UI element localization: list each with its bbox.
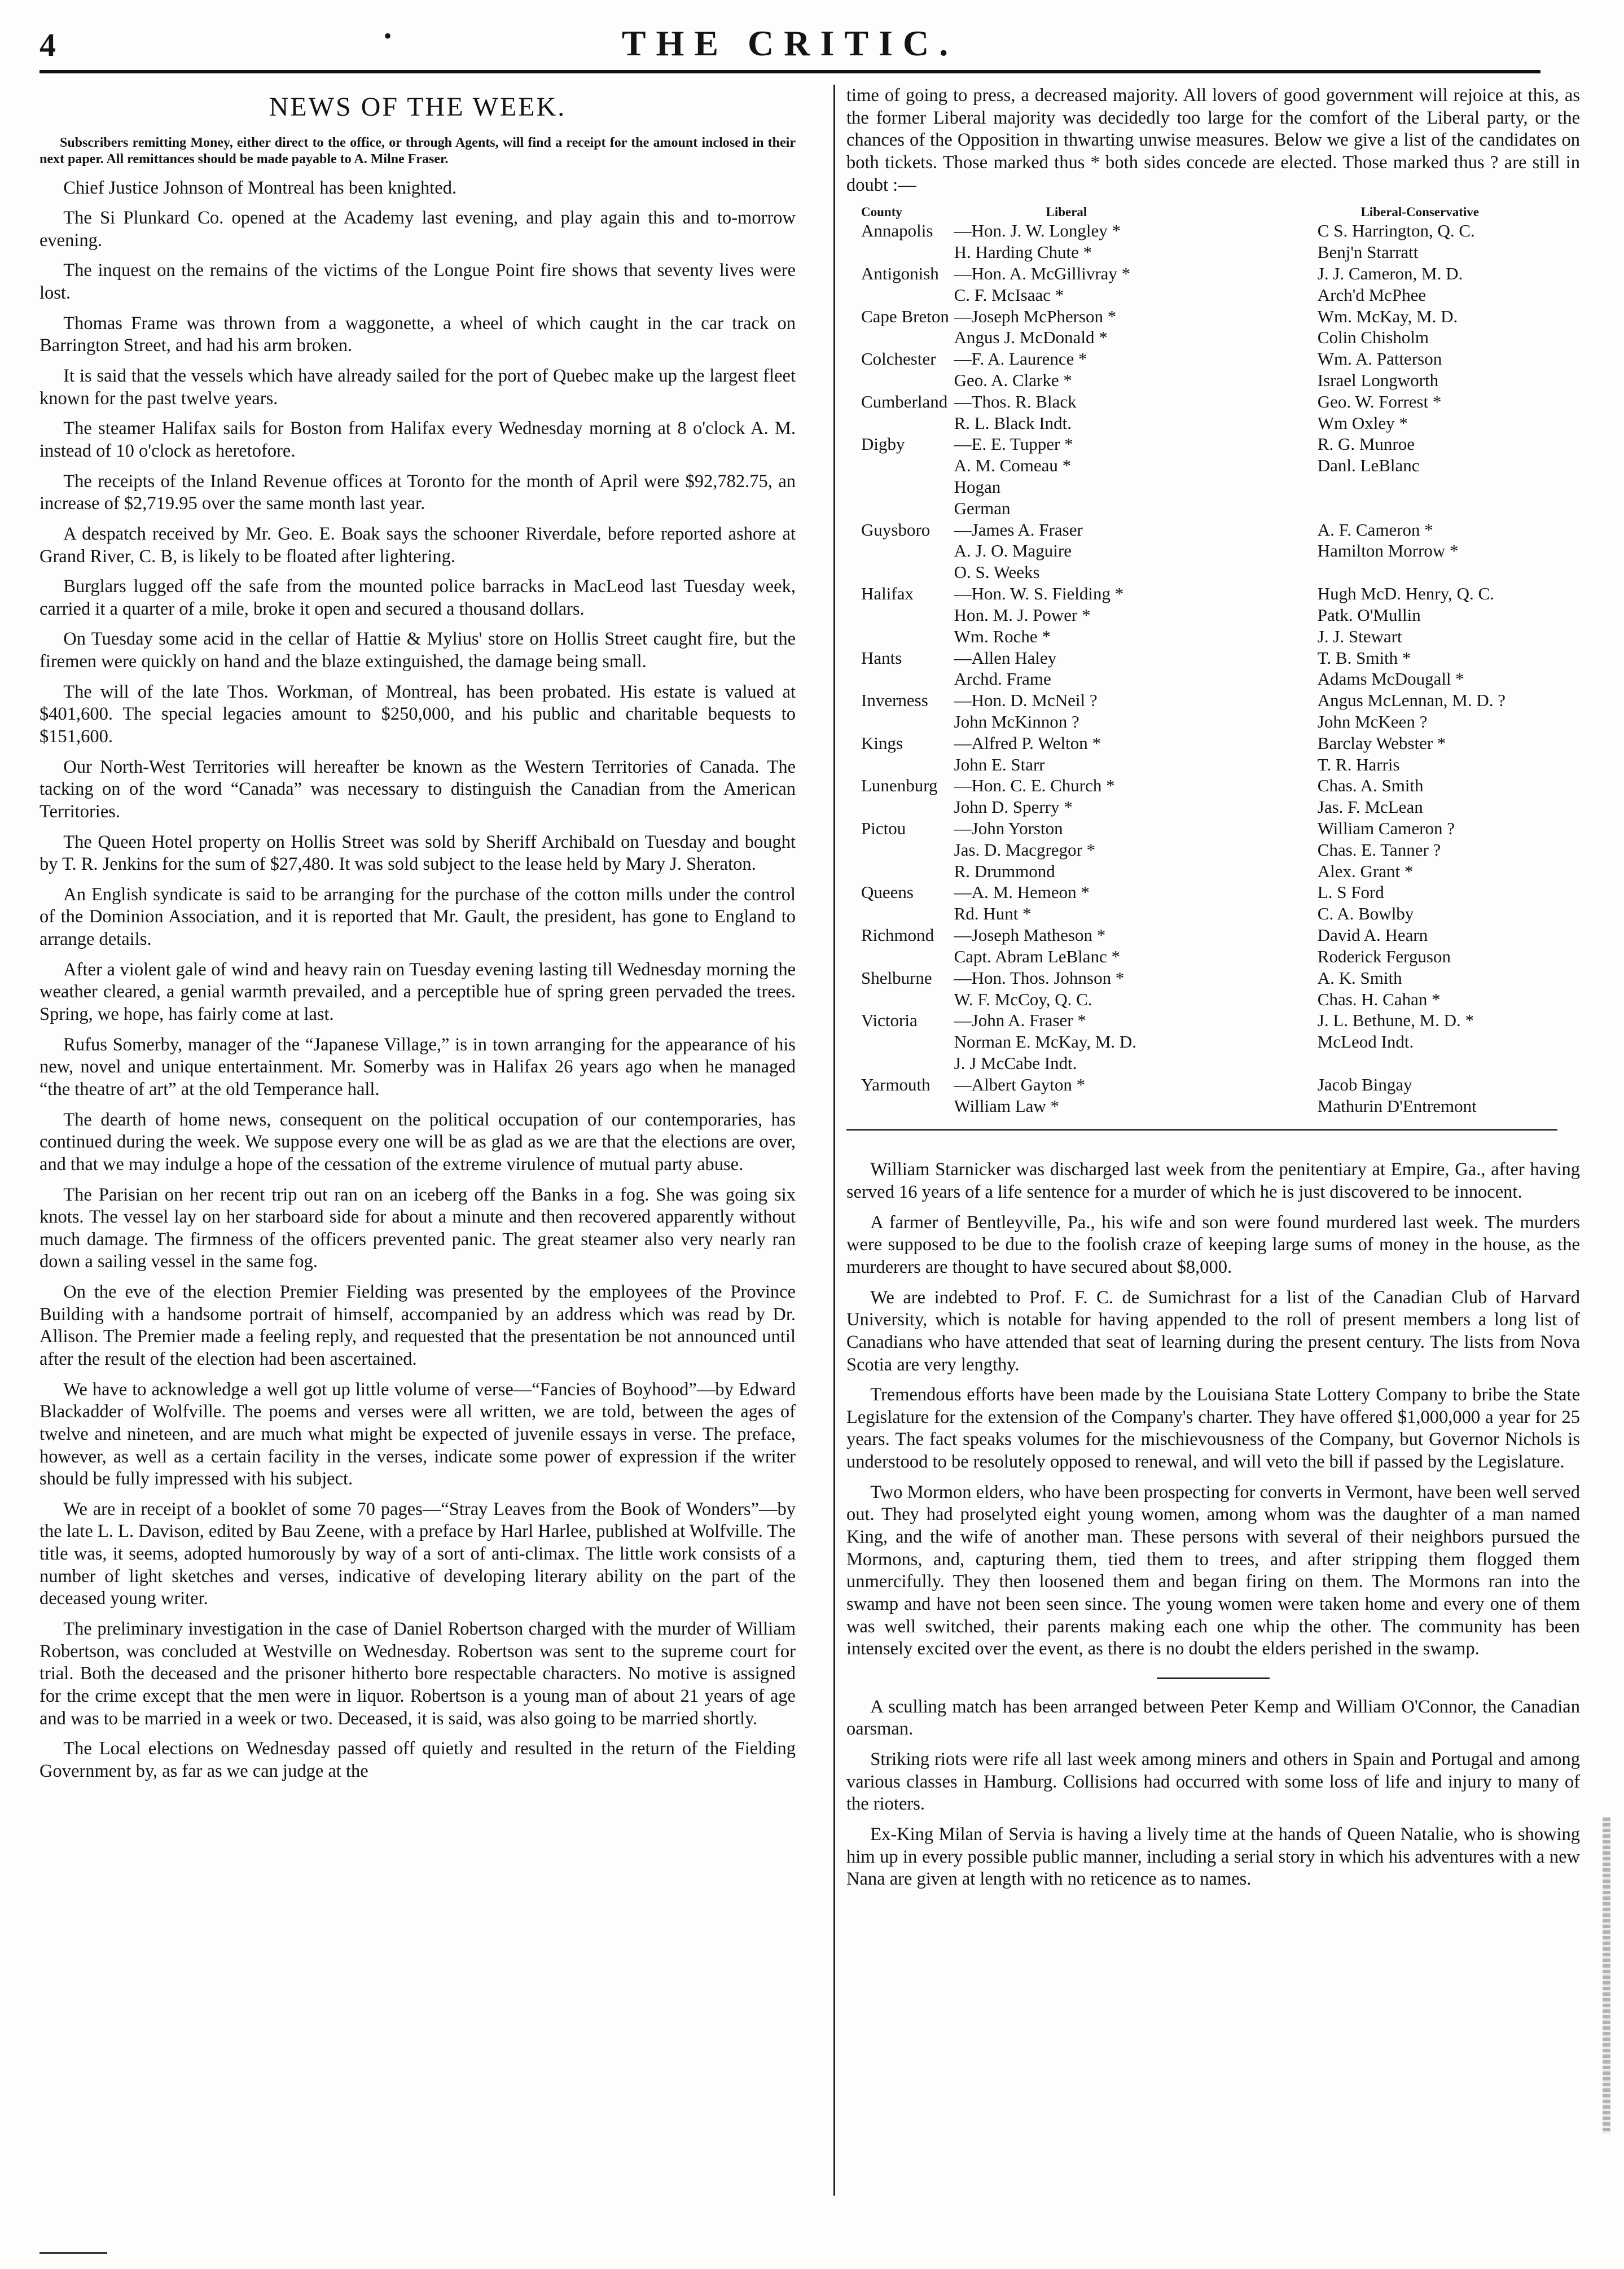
liberal-candidate: Jas. D. Macgregor * [954, 839, 1096, 860]
news-article: The Queen Hotel property on Hollis Street was sold by Sheriff Archibald on Tuesday and bought by T. R. Jenkins for the sum of $27,480. It was sold subject to the lease held by Mary J. Sheraton. [39, 831, 796, 875]
county-cell: Cumberland [861, 391, 948, 411]
results-row [846, 242, 1580, 263]
news-article: Striking riots were rife all last week among miners and others in Spain and Portugal and among various classes in Hamburg. Collisions had occurred with some loss of life and injury to many of the rioters. [846, 1749, 1580, 1815]
liberal-candidate: Capt. Abram LeBlanc * [954, 946, 1121, 966]
county-cell: Hants [861, 647, 902, 668]
liberal-candidate: John McKinnon ? [954, 711, 1079, 731]
news-article: The receipts of the Inland Revenue offices at Toronto for the month of April were $92,782.75, an increase of $2,719.95 over the same month last year. [39, 471, 796, 514]
news-article: On the eve of the election Premier Fielding was presented by the employees of the Province Building with a handsome portrait of himself, accompanied by an address which was read by Dr. Allison. The Premier made a feeling reply, and requested that the presentation be not announced until after the result of the election had been ascertained. [39, 1282, 796, 1369]
news-article: The Parisian on her recent trip out ran on an iceberg off the Banks in a fog. She was going six knots. The vessel lay on her starboard side for about a minute and then recovered apparently without much damage. The firmness of the officers prevented panic. The great steamer also very nearly ran down a sailing vessel in the same fog. [39, 1184, 796, 1272]
county-cell [846, 327, 954, 348]
county-cell: Digby [861, 434, 905, 454]
liberal-candidate: John E. Starr [954, 754, 1045, 774]
results-header [846, 204, 1580, 220]
liberal-conservative-candidate: Wm Oxley * [1317, 413, 1408, 433]
county-cell [846, 476, 954, 498]
liberal-conservative-candidate: A. K. Smith [1317, 967, 1402, 988]
liberal-candidate: —Joseph McPherson * [954, 306, 1117, 326]
masthead-ornament: • [384, 23, 392, 49]
news-article: We have to acknowledge a well got up little volume of verse—“Fancies of Boyhood”—by Edward Blackadder of Wolfville. The poems and verses were all written, we are told, between the ages of twelve and nineteen, and are much what might be expected of juvenile essays in verse. The preface, however, as well as a certain facility in the verses, indicate some power of expression if the writer should be fully impressed with his subject. [39, 1379, 796, 1490]
results-row [846, 733, 1580, 754]
liberal-conservative-candidate: T. B. Smith * [1317, 647, 1411, 668]
county-cell [846, 861, 954, 882]
liberal-conservative-candidate: John McKeen ? [1317, 711, 1428, 731]
liberal-conservative-candidate: Colin Chisholm [1317, 327, 1429, 348]
liberal-candidate: Wm. Roche * [954, 626, 1051, 646]
liberal-conservative-candidate: Wm. A. Patterson [1317, 349, 1442, 369]
liberal-candidate: C. F. McIsaac * [954, 284, 1064, 305]
results-row [846, 540, 1580, 562]
liberal-candidate: A. M. Comeau * [954, 455, 1072, 476]
liberal-candidate: R. L. Black Indt. [954, 413, 1072, 433]
county-cell [846, 668, 954, 690]
liberal-candidate: —Hon. D. McNeil ? [954, 690, 1098, 711]
scan-edge-mark [1603, 1817, 1610, 2134]
liberal-candidate: —Alfred P. Welton * [954, 733, 1101, 753]
liberal-conservative-candidate: R. G. Munroe [1317, 434, 1415, 454]
liberal-candidate: —E. E. Tupper * [954, 434, 1073, 454]
county-cell: Shelburne [861, 967, 932, 988]
results-row [846, 1010, 1580, 1031]
results-row [846, 433, 1580, 455]
liberal-candidate: W. F. McCoy, Q. C. [954, 989, 1092, 1009]
county-cell [846, 540, 954, 562]
liberal-conservative-candidate: Benj'n Starratt [1317, 242, 1419, 262]
liberal-conservative-candidate: Chas. A. Smith [1317, 776, 1424, 796]
county-cell: Colchester [861, 349, 936, 369]
liberal-candidate: —F. A. Laurence * [954, 349, 1087, 369]
liberal-conservative-candidate: Angus McLennan, M. D. ? [1317, 690, 1506, 711]
county-cell [846, 455, 954, 476]
county-cell: Victoria [861, 1010, 918, 1031]
county-cell [846, 1053, 954, 1074]
results-row [846, 263, 1580, 284]
footer-rule [39, 2252, 107, 2254]
county-cell [846, 242, 954, 263]
liberal-candidate: Rd. Hunt * [954, 904, 1032, 924]
liberal-conservative-candidate: Hamilton Morrow * [1317, 541, 1459, 561]
county-cell: Guysboro [861, 519, 930, 540]
news-article: Tremendous efforts have been made by the Louisiana State Lottery Company to bribe the State Legislature for the extension of the Company's charter. They have offered $1,000,000 a year for 25 years. The fact speaks volumes for the mischievousness of the Company, but Governor Nichols is understood to be resolutely opposed to renewal, and will veto the bill if passed by the Legislature. [846, 1385, 1580, 1473]
liberal-candidate: —Albert Gayton * [954, 1074, 1086, 1094]
results-row [846, 754, 1580, 776]
liberal-candidate: Hogan [954, 477, 1001, 497]
left-articles [39, 177, 796, 1783]
liberal-candidate: O. S. Weeks [954, 562, 1040, 582]
results-row [846, 370, 1580, 391]
liberal-candidate: German [954, 498, 1011, 518]
liberal-conservative-candidate: Barclay Webster * [1317, 733, 1446, 753]
county-cell [846, 796, 954, 818]
results-row [846, 220, 1580, 242]
county-cell: Cape Breton [861, 306, 949, 326]
liberal-candidate: J. J McCabe Indt. [954, 1053, 1077, 1073]
county-cell [846, 284, 954, 306]
news-article: It is said that the vessels which have already sailed for the port of Quebec make up the largest fleet known for the past twelve years. [39, 366, 796, 409]
liberal-conservative-candidate: Geo. W. Forrest * [1317, 391, 1442, 411]
liberal-candidate: —John Yorston [954, 818, 1063, 838]
left-column [39, 85, 796, 2196]
news-article: After a violent gale of wind and heavy rain on Tuesday evening lasting till Wednesday morning the weather cleared, a genial warmth prevailed, and a perceptible hue of spring green pervaded the trees. Spring, we hope, has fairly come at last. [39, 959, 796, 1025]
news-article: The Si Plunkard Co. opened at the Academy last evening, and play again this and to-morrow evening. [39, 208, 796, 251]
page-number: 4 [39, 27, 56, 63]
liberal-candidate: —A. M. Hemeon * [954, 882, 1090, 903]
liberal-candidate: Norman E. McKay, M. D. [954, 1032, 1137, 1052]
results-row [846, 946, 1580, 967]
news-article: Thomas Frame was thrown from a waggonette, a wheel of which caught in the car track on Barrington Street, and had his arm broken. [39, 313, 796, 356]
county-cell [846, 1096, 954, 1117]
liberal-conservative-candidate: McLeod Indt. [1317, 1032, 1414, 1052]
right-column [846, 85, 1580, 2196]
news-article: Our North-West Territories will hereafter be known as the Western Territories of Canada. The tacking on of the word “Canada” was necessary to distinguish the Canadian from the American Territories. [39, 756, 796, 822]
liberal-candidate: —Hon. J. W. Longley * [954, 221, 1121, 241]
liberal-conservative-candidate: William Cameron ? [1317, 818, 1455, 838]
results-row [846, 647, 1580, 669]
results-row [846, 668, 1580, 690]
results-row [846, 626, 1580, 647]
liberal-conservative-candidate: Israel Longworth [1317, 370, 1439, 390]
county-cell: Pictou [861, 818, 906, 838]
subscriber-notice: Subscribers remitting Money, either direct to the office, or through Agents, will find a receipt for the amount inclosed in their next paper. All remittances should be made payable to A. Milne Fraser. [39, 135, 796, 167]
right-articles [846, 1159, 1580, 1891]
news-article: The inquest on the remains of the victims of the Longue Point fire shows that seventy lives were lost. [39, 260, 796, 304]
results-row [846, 882, 1580, 903]
section-title: NEWS OF THE WEEK. [269, 92, 567, 122]
liberal-conservative-candidate: Wm. McKay, M. D. [1317, 306, 1458, 326]
liberal-conservative-candidate: Danl. LeBlanc [1317, 455, 1420, 476]
results-row [846, 562, 1580, 583]
liberal-conservative-candidate [1318, 498, 1580, 519]
liberal-candidate: —Hon. W. S. Fielding * [954, 584, 1124, 604]
liberal-conservative-candidate: Adams McDougall * [1317, 669, 1464, 689]
results-row [846, 498, 1580, 519]
liberal-candidate: William Law * [954, 1096, 1060, 1116]
county-cell [846, 711, 954, 733]
results-row [846, 476, 1580, 498]
liberal-candidate: —Hon. Thos. Johnson * [954, 967, 1125, 988]
liberal-candidate: Hon. M. J. Power * [954, 605, 1091, 625]
results-row [846, 903, 1580, 925]
county-cell: Yarmouth [861, 1074, 930, 1094]
results-header-liberal: Liberal [1046, 205, 1087, 220]
news-article: Rufus Somerby, manager of the “Japanese Village,” is in town arranging for the appearance of his new, novel and unique entertainment. Mr. Somerby was in Halifax 26 years ago when he managed “the theatre of art” at the old Temperance hall. [39, 1034, 796, 1100]
results-row [846, 690, 1580, 711]
liberal-conservative-candidate: T. R. Harris [1317, 754, 1400, 774]
news-article: Chief Justice Johnson of Montreal has been knighted. [63, 177, 457, 198]
liberal-conservative-candidate: J. J. Cameron, M. D. [1317, 263, 1463, 283]
news-article: A farmer of Bentleyville, Pa., his wife and son were found murdered last week. The murders were supposed to be due to the foolish craze of keeping large sums of money in the house, as the murderers are thought to have secured about $8,000. [846, 1212, 1580, 1277]
county-cell: Inverness [861, 690, 928, 711]
county-cell [846, 839, 954, 861]
liberal-conservative-candidate: David A. Hearn [1317, 925, 1428, 945]
county-cell: Lunenburg [861, 776, 938, 796]
liberal-conservative-candidate: Patk. O'Mullin [1317, 605, 1421, 625]
county-cell [846, 498, 954, 519]
article-separator [1157, 1677, 1270, 1679]
results-row [846, 1053, 1580, 1074]
liberal-candidate: —James A. Fraser [954, 519, 1083, 540]
liberal-candidate: R. Drummond [954, 861, 1055, 881]
results-row [846, 391, 1580, 413]
news-article: The preliminary investigation in the case of Daniel Robertson charged with the murder of William Robertson, was concluded at Westville on Wednesday. Robertson was sent to the supreme court for trial. Both the deceased and the prisoner hitherto bore respectable characters. No motive is assigned for the crime except that the men were in liquor. Robertson is a young man of about 21 years of age and was to be married in a week or two. Deceased, it is said, was also going to be married shortly. [39, 1619, 796, 1729]
results-row [846, 348, 1580, 370]
county-cell [846, 626, 954, 647]
header-rule [39, 70, 1540, 73]
county-cell [846, 562, 954, 583]
liberal-conservative-candidate: Hugh McD. Henry, Q. C. [1317, 584, 1494, 604]
results-row [846, 306, 1580, 327]
liberal-conservative-candidate: Alex. Grant * [1317, 861, 1414, 881]
liberal-conservative-candidate [1318, 562, 1580, 583]
liberal-conservative-candidate: Mathurin D'Entremont [1317, 1096, 1477, 1116]
liberal-candidate: Angus J. McDonald * [954, 327, 1108, 348]
liberal-candidate: Geo. A. Clarke * [954, 370, 1072, 390]
results-row [846, 1031, 1580, 1053]
results-row [846, 327, 1580, 348]
liberal-conservative-candidate [1318, 1053, 1580, 1074]
liberal-conservative-candidate: L. S Ford [1317, 882, 1384, 903]
results-row [846, 967, 1580, 989]
liberal-conservative-candidate: Chas. E. Tanner ? [1317, 839, 1441, 860]
liberal-conservative-candidate: Roderick Ferguson [1317, 946, 1451, 966]
page-header [39, 23, 1540, 68]
news-article: On Tuesday some acid in the cellar of Hattie & Mylius' store on Hollis Street caught fire, but the firemen were quickly on hand and the blaze extinguished, the damage being small. [39, 629, 796, 672]
results-row [846, 1074, 1580, 1096]
news-article: The Local elections on Wednesday passed off quietly and resulted in the return of the Fielding Government by, as far as we can judge at the [39, 1738, 796, 1781]
liberal-conservative-candidate: J. J. Stewart [1317, 626, 1402, 646]
liberal-candidate: —Hon. C. E. Church * [954, 776, 1115, 796]
liberal-conservative-candidate: Arch'd McPhee [1317, 284, 1427, 305]
county-cell: Queens [861, 882, 914, 903]
results-row [846, 519, 1580, 541]
results-row [846, 1096, 1580, 1117]
liberal-conservative-candidate: A. F. Cameron * [1317, 519, 1433, 540]
county-cell: Kings [861, 733, 903, 753]
election-results-table [846, 220, 1580, 1116]
news-article: Two Mormon elders, who have been prospecting for converts in Vermont, have been well served out. They had proselyted eight young women, among whom was the daughter of a man named King, and the wife of another man. These persons with several of their neighbors pursued the Mormons, and, capturing them, tied them to trees, and after stripping them flogged them unmercifully. They then loosened them and began firing on them. The Mormons ran into the swamp and have not been seen since. The young women were taken home and every one of them was well switched, their parents making each one whip the other. The community has been intensely excited over the event, as there is no doubt the elders perished in the swamp. [846, 1482, 1580, 1659]
news-article: The will of the late Thos. Workman, of Montreal, has been probated. His estate is valued at $401,600. The special legacies amount to $250,000, and his public and charitable bequests to $151,600. [39, 681, 796, 747]
liberal-candidate: John D. Sperry * [954, 797, 1073, 817]
liberal-conservative-candidate: C. A. Bowlby [1317, 904, 1414, 924]
liberal-candidate: H. Harding Chute * [954, 242, 1092, 262]
liberal-candidate: —Joseph Matheson * [954, 925, 1106, 945]
news-article: A sculling match has been arranged between Peter Kemp and William O'Connor, the Canadian oarsman. [846, 1696, 1580, 1740]
results-row [846, 583, 1580, 605]
liberal-candidate: Archd. Frame [954, 669, 1051, 689]
liberal-conservative-candidate [1318, 476, 1580, 498]
liberal-candidate: —Hon. A. McGillivray * [954, 263, 1131, 283]
news-article: We are indebted to Prof. F. C. de Sumichrast for a list of the Canadian Club of Harvard University, which is notable for having appended to the roll of present members a long list of Canadians who have attended that seat of learning during the present century. The lists from Nova Scotia are very lengthy. [846, 1287, 1580, 1375]
county-cell [846, 1031, 954, 1053]
results-row [846, 455, 1580, 476]
county-cell: Halifax [861, 584, 914, 604]
results-end-rule [846, 1129, 1557, 1131]
liberal-conservative-candidate: Jacob Bingay [1317, 1074, 1412, 1094]
results-row [846, 989, 1580, 1010]
results-row [846, 605, 1580, 626]
results-row [846, 925, 1580, 946]
results-row [846, 284, 1580, 306]
liberal-conservative-candidate: J. L. Bethune, M. D. * [1317, 1010, 1474, 1031]
county-cell: Antigonish [861, 263, 939, 283]
results-row [846, 775, 1580, 796]
liberal-candidate: —Allen Haley [954, 647, 1057, 668]
county-cell [846, 754, 954, 776]
election-intro: time of going to press, a decreased majority. All lovers of good government will rejoice at this, as the former Liberal majority was decidedly too large for the comfort of the Liberal party, or the chances of the Opposition in thwarting unwise measures. Below we give a list of the candidates on both tickets. Those marked thus * both sides concede are elected. Those marked thus ? are still in doubt :— [846, 85, 1580, 195]
news-article: The dearth of home news, consequent on the political occupation of our contemporaries, has continued during the week. We suppose every one will be as glad as we are that the elections are over, and that we may indulge a hope of the cessation of the extreme virulence of mutual party abuse. [39, 1109, 796, 1175]
results-header-liberal-conservative: Liberal-Conservative [1360, 205, 1479, 220]
masthead: THE CRITIC. [621, 23, 959, 63]
liberal-candidate: —John A. Fraser * [954, 1010, 1086, 1031]
results-row [846, 796, 1580, 818]
county-cell [846, 946, 954, 967]
liberal-candidate: A. J. O. Maguire [954, 541, 1072, 561]
results-header-county: County [861, 205, 902, 220]
news-article: We are in receipt of a booklet of some 70 pages—“Stray Leaves from the Book of Wonders”—by the late L. L. Davison, edited by Bau Zeene, with a preface by Harl Harlee, published at Wolfville. The title was, it seems, adopted humorously by way of a sort of anti-climax. The little work consists of a number of light sketches and verses, indicative of developing literary ability on the part of the deceased young writer. [39, 1499, 796, 1609]
results-row [846, 839, 1580, 861]
county-cell [846, 370, 954, 391]
county-cell [846, 903, 954, 925]
news-article: Burglars lugged off the safe from the mounted police barracks in MacLeod last Tuesday week, carried it a quarter of a mile, broke it open and secured a thousand dollars. [39, 576, 796, 619]
news-article: The steamer Halifax sails for Boston from Halifax every Wednesday morning at 8 o'clock A. M. instead of 10 o'clock as heretofore. [39, 418, 796, 461]
results-row [846, 711, 1580, 733]
county-cell: Richmond [861, 925, 934, 945]
liberal-conservative-candidate: C S. Harrington, Q. C. [1317, 221, 1475, 241]
news-article: An English syndicate is said to be arranging for the purchase of the cotton mills under the control of the Dominion Association, and it is reported that Mr. Gault, the president, has gone to England to arrange details. [39, 884, 796, 950]
results-row [846, 818, 1580, 839]
liberal-conservative-candidate: Chas. H. Cahan * [1317, 989, 1441, 1009]
county-cell [846, 989, 954, 1010]
news-article: William Starnicker was discharged last week from the penitentiary at Empire, Ga., after having served 16 years of a life sentence for a murder of which he is just discovered to be innocent. [846, 1159, 1580, 1203]
liberal-candidate: —Thos. R. Black [954, 391, 1077, 411]
liberal-conservative-candidate: Jas. F. McLean [1317, 797, 1423, 817]
county-cell [846, 605, 954, 626]
news-article: A despatch received by Mr. Geo. E. Boak says the schooner Riverdale, before reported ashore at Grand River, C. B, is likely to be floated after lightering. [39, 523, 796, 567]
results-row [846, 861, 1580, 882]
news-article: Ex-King Milan of Servia is having a lively time at the hands of Queen Natalie, who is showing him up in every possible public manner, including a serial story in which his adventures with a new Nana are given at length with no reticence as to names. [846, 1824, 1580, 1890]
results-row [846, 413, 1580, 434]
column-divider [833, 85, 835, 2196]
county-cell [846, 413, 954, 434]
county-cell: Annapolis [861, 221, 933, 241]
